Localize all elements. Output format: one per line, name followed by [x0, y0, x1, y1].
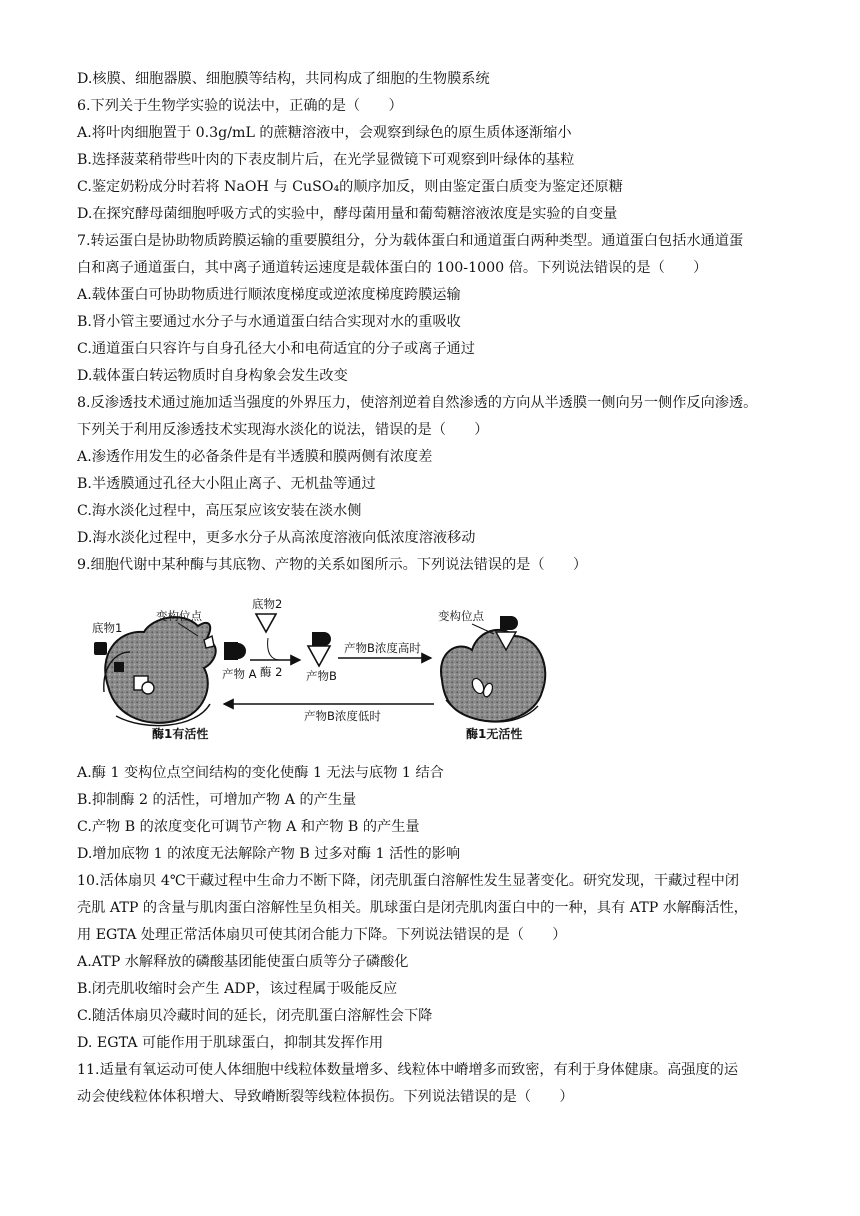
label-enzyme1-active: 酶1有活性 — [152, 727, 209, 741]
substrate2-curve — [268, 638, 280, 660]
q10-option-a: A.ATP 水解释放的磷酸基团能使蛋白质等分子磷酸化 — [77, 954, 409, 970]
label-enzyme2: 酶 2 — [260, 665, 283, 679]
label-substrate1: 底物1 — [92, 621, 123, 635]
label-high-concentration: 产物B浓度高时 — [344, 641, 421, 655]
q10-stem-line2: 壳肌 ATP 的含量与肌肉蛋白溶解性呈负相关。肌球蛋白是闭壳肌肉蛋白中的一种，具有 ATP 水解酶活性， — [77, 900, 748, 916]
q6-option-b: B.选择菠菜稍带些叶肉的下表皮制片后，在光学显微镜下可观察到叶绿体的基粒 — [77, 152, 575, 168]
q10-stem-line3: 用 EGTA 处理正常活体扇贝可使其闭合能力下降。下列说法错误的是（ ） — [77, 927, 567, 943]
q8-option-d: D.海水淡化过程中，更多水分子从高浓度溶液向低浓度溶液移动 — [77, 530, 476, 546]
q8-stem-line1: 8.反渗透技术通过施加适当强度的外界压力，使溶剂逆着自然渗透的方向从半透膜一侧向另一侧作反向渗透。 — [77, 395, 758, 411]
substrate1-square-1 — [94, 642, 107, 655]
productB-icon — [308, 632, 331, 666]
label-productA: 产物 A — [222, 667, 257, 681]
enzyme1-inactive-shape — [441, 630, 545, 722]
enzyme-regulation-diagram — [86, 596, 552, 746]
q10-option-b: B.闭壳肌收缩时会产生 ADP，该过程属于吸能反应 — [77, 981, 398, 997]
q10-stem-line1: 10.活体扇贝 4℃干藏过程中生命力不断下降，闭壳肌蛋白溶解性发生显著变化。研究发现，干藏过程中闭 — [77, 873, 740, 889]
q9-option-b: B.抑制酶 2 的活性，可增加产物 A 的产生量 — [77, 792, 357, 808]
q10-option-c: C.随活体扇贝冷藏时间的延长，闭壳肌蛋白溶解性会下降 — [77, 1008, 433, 1024]
q6-stem: 6.下列关于生物学实验的说法中，正确的是（ ） — [77, 98, 403, 114]
q9-option-c: C.产物 B 的浓度变化可调节产物 A 和产物 B 的产生量 — [77, 819, 420, 835]
q7-option-b: B.肾小管主要通过水分子与水通道蛋白结合实现对水的重吸收 — [77, 314, 461, 330]
label-substrate2: 底物2 — [252, 597, 283, 611]
substrate1-square-2 — [114, 662, 124, 672]
q5-option-d: D.核膜、细胞器膜、细胞膜等结构，共同构成了细胞的生物膜系统 — [77, 71, 490, 87]
q9-stem: 9.细胞代谢中某种酶与其底物、产物的关系如图所示。下列说法错误的是（ ） — [77, 557, 588, 573]
q6-option-c: C.鉴定奶粉成分时若将 NaOH 与 CuSO₄的顺序加反，则由鉴定蛋白质变为鉴定还原糖 — [77, 179, 623, 195]
q7-option-d: D.载体蛋白转运物质时自身构象会发生改变 — [77, 368, 348, 384]
q6-option-d: D.在探究酵母菌细胞呼吸方式的实验中，酵母菌用量和葡萄糖溶液浓度是实验的自变量 — [77, 206, 618, 222]
label-allosteric-right: 变构位点 — [438, 609, 484, 623]
q7-option-a: A.载体蛋白可协助物质进行顺浓度梯度或逆浓度梯度跨膜运输 — [77, 287, 461, 303]
q8-option-a: A.渗透作用发生的必备条件是有半透膜和膜两侧有浓度差 — [77, 449, 433, 465]
q10-option-d: D. EGTA 可能作用于肌球蛋白，抑制其发挥作用 — [77, 1035, 384, 1051]
q11-stem-line2: 动会使线粒体体积增大、导致嵴断裂等线粒体损伤。下列说法错误的是（ ） — [77, 1089, 574, 1105]
q7-stem-line2: 白和离子通道蛋白，其中离子通道转运速度是载体蛋白的 100-1000 倍。下列说法错误的是（ ） — [77, 260, 708, 276]
q7-stem-line1: 7.转运蛋白是协助物质跨膜运输的重要膜组分，分为载体蛋白和通道蛋白两种类型。通道蛋白包括水通道蛋 — [77, 233, 744, 249]
q8-option-c: C.海水淡化过程中，高压泵应该安装在淡水侧 — [77, 503, 362, 519]
q7-option-c: C.通道蛋白只容许与自身孔径大小和电荷适宜的分子或离子通过 — [77, 341, 475, 357]
q6-option-a: A.将叶肉细胞置于 0.3g/mL 的蔗糖溶液中，会观察到绿色的原生质体逐渐缩小 — [77, 125, 572, 141]
q11-stem-line1: 11.适量有氧运动可使人体细胞中线粒体数量增多、线粒体中嵴增多而致密，有利于身体健康。高强度的运 — [77, 1062, 739, 1078]
q8-stem-line2: 下列关于利用反渗透技术实现海水淡化的说法，错误的是（ ） — [77, 422, 489, 438]
q9-option-a: A.酶 1 变构位点空间结构的变化使酶 1 无法与底物 1 结合 — [77, 765, 444, 781]
label-productB: 产物B — [306, 669, 337, 683]
diagram-svg — [86, 596, 552, 746]
label-allosteric-left: 变构位点 — [156, 609, 202, 623]
q9-option-d: D.增加底物 1 的浓度无法解除产物 B 过多对酶 1 活性的影响 — [77, 846, 461, 862]
productA-icon — [224, 642, 246, 660]
substrate2-triangle — [256, 614, 276, 632]
label-low-concentration: 产物B浓度低时 — [304, 709, 381, 723]
label-enzyme1-inactive: 酶1无活性 — [466, 727, 523, 741]
q8-option-b: B.半透膜通过孔径大小阻止离子、无机盐等通过 — [77, 476, 376, 492]
